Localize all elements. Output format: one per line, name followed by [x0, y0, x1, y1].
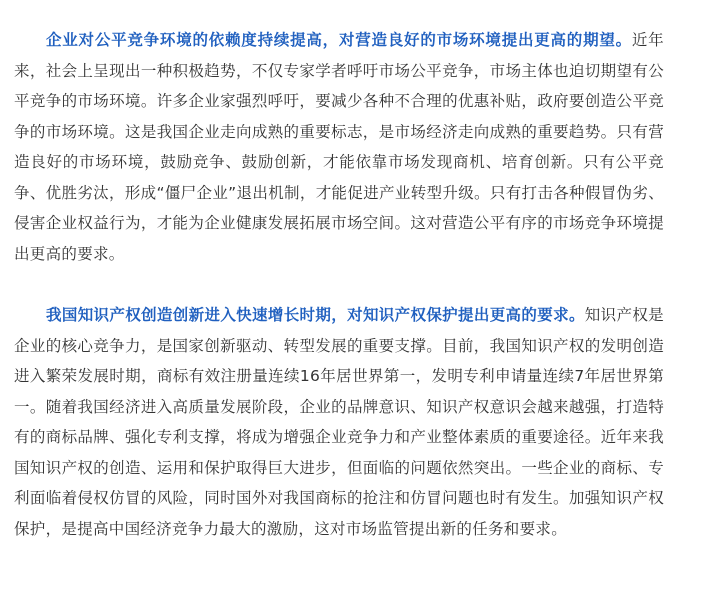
paragraph-2-lead: 我国知识产权创造创新进入快速增长时期，对知识产权保护提出更高的要求。	[46, 306, 585, 324]
article-paragraph-1	[14, 25, 664, 269]
paragraph-1-body: 近年来，社会上呈现出一种积极趋势，不仅专家学者呼吁市场公平竞争，市场主体也迫切期望有公平竞争的市场环境。许多企业家强烈呼吁，要减少各种不合理的优惠补贴，政府要创造公平竞争的市场环境。这是我国企业走向成熟的重要标志，是市场经济走向成熟的重要趋势。只有营造良好的市场环境，鼓励竞争、鼓励创新，才能依靠市场发现商机、培育创新。只有公平竞争、优胜劣汰，形成“僵尸企业”退出机制，才能促进产业转型升级。只有打击各种假冒伪劣、侵害企业权益行为，才能为企业健康发展拓展市场空间。这对营造公平有序的市场竞争环境提出更高的要求。	[14, 31, 664, 263]
article	[14, 25, 664, 544]
article-paragraph-2	[14, 300, 664, 544]
paragraph-1-lead: 企业对公平竞争环境的依赖度持续提高，对营造良好的市场环境提出更高的期望。	[46, 31, 632, 49]
paragraph-2-body: 知识产权是企业的核心竞争力，是国家创新驱动、转型发展的重要支撑。目前，我国知识产权的发明创造进入繁荣发展时期，商标有效注册量连续16年居世界第一，发明专利申请量连续7年居世界第一。随着我国经济进入高质量发展阶段，企业的品牌意识、知识产权意识会越来越强，打造特有的商标品牌、强化专利支撑，将成为增强企业竞争力和产业整体素质的重要途径。近年来我国知识产权的创造、运用和保护取得巨大进步，但面临的问题依然突出。一些企业的商标、专利面临着侵权仿冒的风险，同时国外对我国商标的抢注和仿冒问题也时有发生。加强知识产权保护，是提高中国经济竞争力最大的激励，这对市场监管提出新的任务和要求。	[14, 306, 664, 538]
